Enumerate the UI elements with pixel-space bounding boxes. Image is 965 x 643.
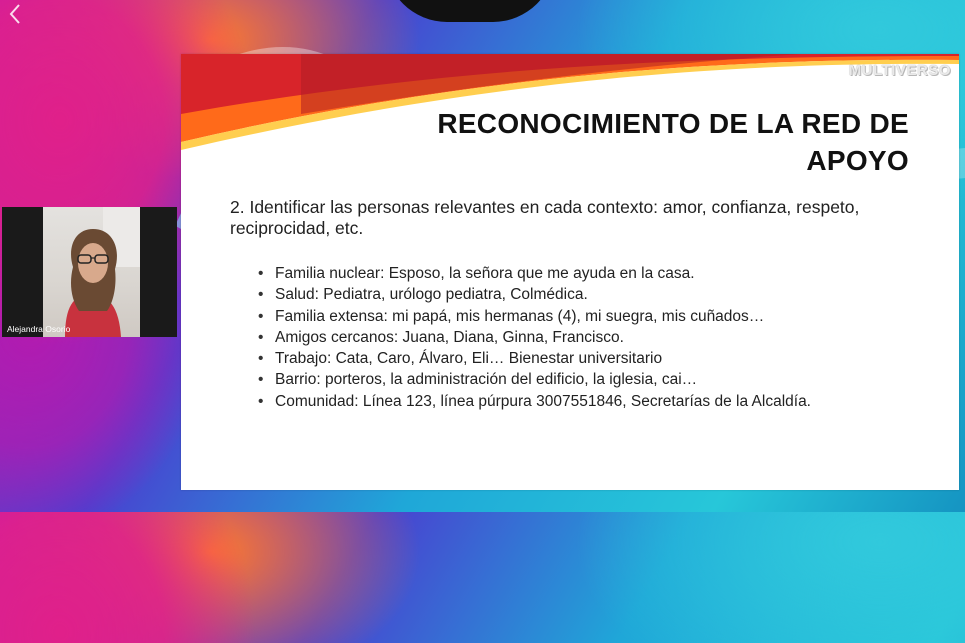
list-item — [258, 263, 938, 284]
slide-intro-text: 2. Identificar las personas relevantes en cada contexto: amor, confianza, respeto, reciprocidad, etc. — [230, 197, 860, 238]
slide-title-line: APOYO — [806, 145, 909, 176]
bullet-icon: • — [258, 392, 264, 410]
list-item-text: Comunidad: Línea 123, línea púrpura 3007551846, Secretarías de la Alcaldía. — [275, 392, 811, 410]
list-item-text: Familia extensa: mi papá, mis hermanas (4), mi suegra, mis cuñados… — [275, 307, 765, 325]
list-item-text: Salud: Pediatra, urólogo pediatra, Colmédica. — [275, 286, 588, 304]
list-item-text: Familia nuclear: Esposo, la señora que me ayuda en la casa. — [275, 265, 695, 282]
support-network-list — [258, 263, 938, 412]
list-item — [258, 327, 938, 348]
list-item — [258, 348, 938, 369]
bullet-icon: • — [258, 371, 264, 389]
bullet-icon: • — [258, 350, 264, 368]
bullet-icon: • — [258, 307, 264, 325]
list-item — [258, 284, 938, 305]
participant-name: Alejandra Osorio — [7, 324, 71, 334]
shared-slide — [181, 54, 959, 490]
slide-title-line: RECONOCIMIENTO DE LA RED DE — [437, 108, 909, 139]
bullet-icon: • — [258, 265, 264, 282]
participant-video — [43, 207, 140, 337]
list-item — [258, 391, 938, 412]
list-item-text: Trabajo: Cata, Caro, Álvaro, Eli… Bienestar universitario — [275, 350, 663, 368]
list-item-text: Amigos cercanos: Juana, Diana, Ginna, Francisco. — [275, 328, 624, 346]
chevron-left-icon[interactable] — [8, 3, 22, 31]
multiverso-logo: MULTIVERSO — [848, 62, 951, 79]
list-item — [258, 306, 938, 327]
slide-title — [349, 105, 909, 179]
participant-silhouette-icon — [43, 207, 140, 337]
bullet-icon: • — [258, 286, 264, 304]
bullet-icon: • — [258, 328, 264, 346]
background-dark-shape — [385, 0, 555, 22]
list-item-text: Barrio: porteros, la administración del edificio, la iglesia, cai… — [275, 371, 698, 389]
list-item — [258, 369, 938, 390]
participant-video-tile[interactable] — [2, 207, 177, 337]
